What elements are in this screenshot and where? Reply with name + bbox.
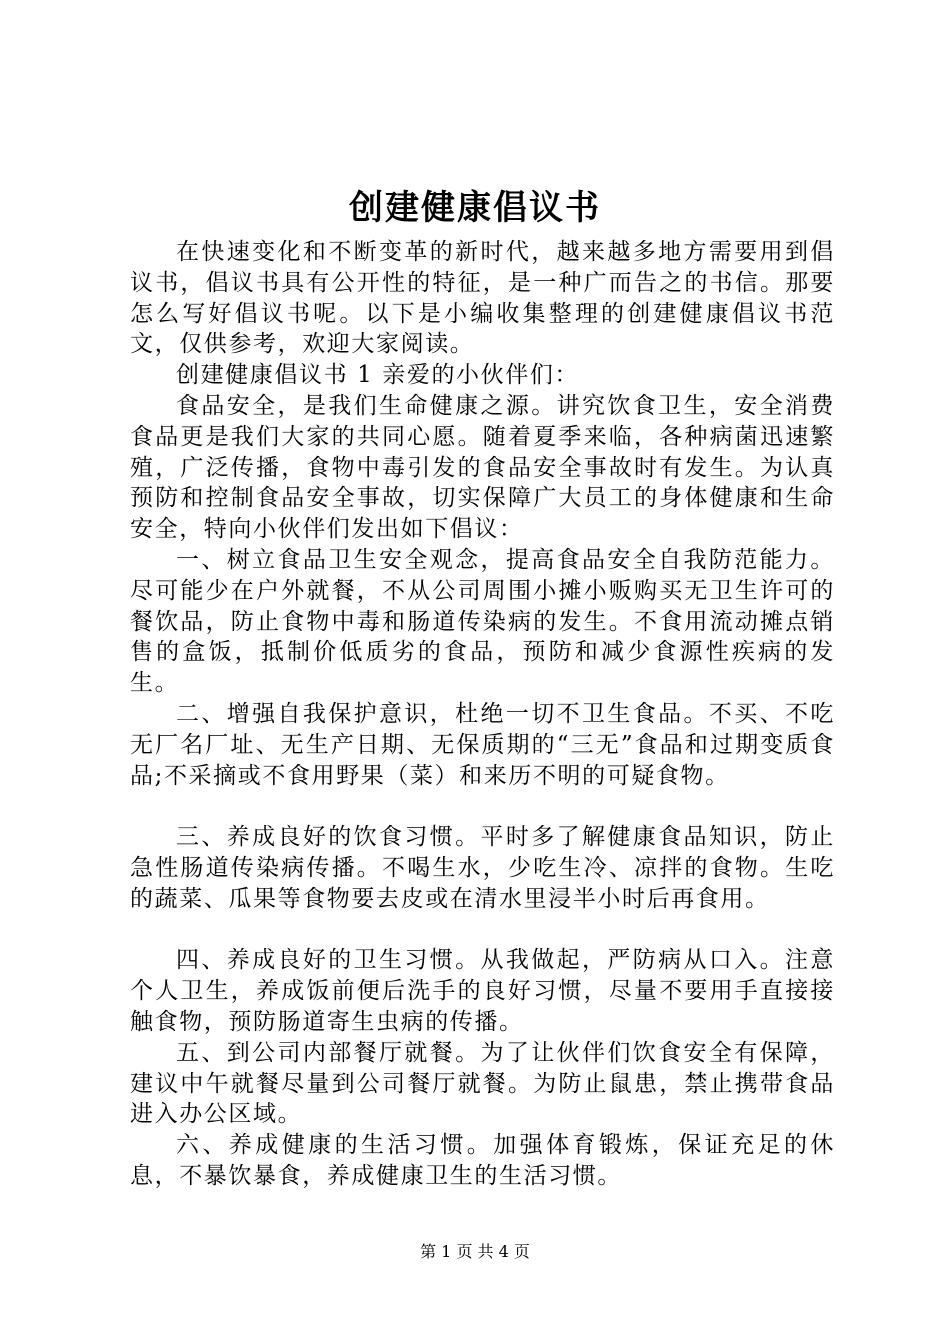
intro-paragraph: 在快速变化和不断变革的新时代，越来越多地方需要用到倡议书，倡议书具有公开性的特征，是一种广而告之的书信。那要怎么写好倡议书呢。以下是小编收集整理的创建健康倡议书范文，仅供参考，欢迎大家阅读。 xyxy=(130,239,835,358)
proposal-item-5: 五、到公司内部餐厅就餐。为了让伙伴们饮食安全有保障，建议中午就餐尽量到公司餐厅就餐。为防止鼠患，禁止携带食品进入办公区域。 xyxy=(130,1039,835,1128)
proposal-item-6: 六、养成健康的生活习惯。加强体育锻炼，保证充足的休息，不暴饮暴食，养成健康卫生的生活习惯。 xyxy=(130,1132,835,1189)
proposal-item-1: 一、树立食品卫生安全观念，提高食品安全自我防范能力。尽可能少在户外就餐，不从公司周围小摊小贩购买无卫生许可的餐饮品，防止食物中毒和肠道传染病的发生。不食用流动摊点销售的盒饭，抵制价低质劣的食品，预防和减少食源性疾病的发生。 xyxy=(130,546,835,697)
proposal-item-3: 三、养成良好的饮食习惯。平时多了解健康食品知识，防止急性肠道传染病传播。不喝生水，少吃生冷、凉拌的食物。生吃的蔬菜、瓜果等食物要去皮或在清水里浸半小时后再食用。 xyxy=(130,824,835,912)
document-title: 创建健康倡议书 xyxy=(349,188,601,228)
preamble-paragraph: 食品安全，是我们生命健康之源。讲究饮食卫生，安全消费食品更是我们大家的共同心愿。随着夏季来临，各种病菌迅速繁殖，广泛传播，食物中毒引发的食品安全事故时有发生。为认真预防和控制食品安全事故，切实保障广大员工的身体健康和生命安全，特向小伙伴们发出如下倡议： xyxy=(130,392,835,543)
salutation-paragraph: 创建健康倡议书 1 亲爱的小伙伴们： xyxy=(176,362,580,389)
paragraph-spacer xyxy=(130,791,835,822)
proposal-item-2: 二、增强自我保护意识，杜绝一切不卫生食品。不买、不吃无厂名厂址、无生产日期、无保质期的“三无”食品和过期变质食品;不采摘或不食用野果（菜）和来历不明的可疑食物。 xyxy=(130,700,835,789)
page-number-footer: 第 1 页 共 4 页 xyxy=(420,1242,530,1261)
paragraph-spacer xyxy=(130,915,835,946)
proposal-item-4: 四、养成良好的卫生习惯。从我做起，严防病从口入。注意个人卫生，养成饭前便后洗手的良好习惯，尽量不要用手直接接触食物，预防肠道寄生虫病的传播。 xyxy=(130,947,835,1035)
document-body xyxy=(130,237,835,1192)
